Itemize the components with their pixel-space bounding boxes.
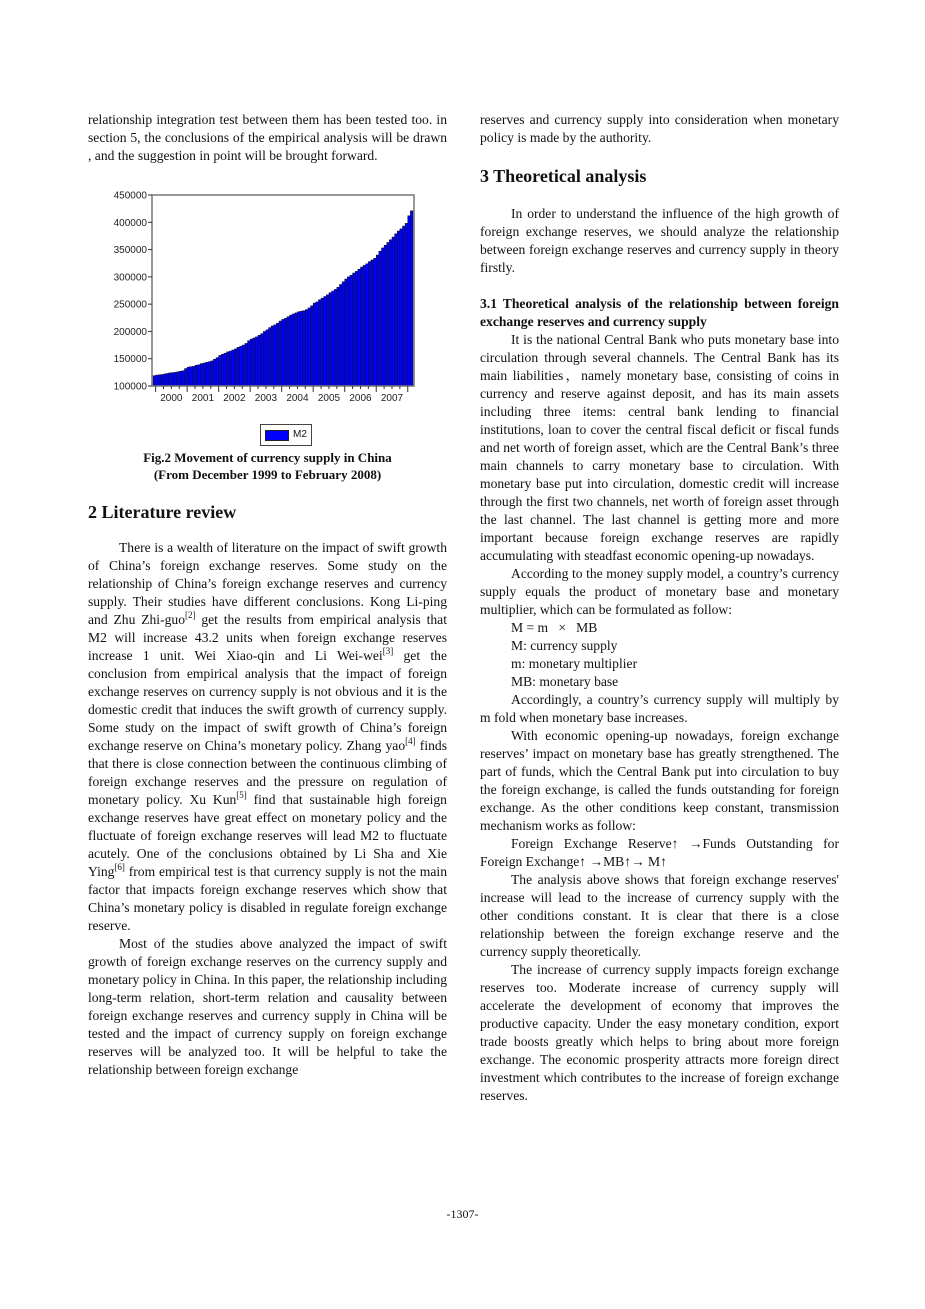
text-span: get the results from empirical analysis that M2 will increase 43.2 units when foreign exchange reserves increase 1 unit. Wei Xiao-qin and Li Wei-wei <box>88 612 447 663</box>
legend-swatch-m2 <box>265 430 289 441</box>
caption-line-1: Fig.2 Movement of currency supply in China <box>143 450 392 465</box>
chart-bar <box>182 371 185 386</box>
y-tick-label: 250000 <box>113 299 147 311</box>
text-span: finds that there is close connection between the continuous climbing of foreign exchange reserves and the pressure on regulation of monetary policy. Xu Kun <box>88 738 447 807</box>
chart-bar <box>360 267 363 386</box>
figure-caption <box>88 449 447 483</box>
chart-bar <box>250 339 253 386</box>
chart-bar <box>332 291 335 386</box>
chart-bar <box>263 331 266 386</box>
y-tick-label: 150000 <box>113 354 147 366</box>
chart-bar <box>208 362 211 386</box>
chart-bar <box>374 258 377 386</box>
chart-bar <box>271 326 274 386</box>
chart-bar <box>316 302 319 386</box>
chart-bar <box>198 365 201 386</box>
chart-bar <box>358 269 361 386</box>
chart-bar <box>245 343 248 386</box>
chart-bar <box>229 351 232 386</box>
chart-bar <box>195 365 198 386</box>
chart-bar <box>282 319 285 386</box>
chart-bar <box>402 226 405 386</box>
x-tick-label: 2007 <box>380 393 404 404</box>
citation-ref: [4] <box>405 736 416 746</box>
chart-bar <box>405 223 408 386</box>
chart-bar <box>153 376 156 386</box>
theory-paragraph-6: The analysis above shows that foreign exchange reserves' increase will lead to the increase of currency supply with the other conditions constant. It is clear that there is a close relationship between the foreign exchange reserve and the currency supply theoretically. <box>480 872 839 959</box>
chart-bar <box>337 287 340 386</box>
chart-bar <box>174 372 177 386</box>
chart-bar <box>408 216 411 386</box>
chart-bar <box>219 355 222 386</box>
chart-bar <box>321 298 324 386</box>
chart-bar <box>339 285 342 387</box>
chart-bar <box>366 264 369 386</box>
chart-bar <box>227 352 230 386</box>
chart-bar <box>224 353 227 386</box>
text-span: find that sustainable high foreign exchange reserves have great effect on monetary policy and the fluctuate of foreign exchange reserves will lead M2 to fluctuate acutely. One of the conclusions obtained by Li Sha and Xie Ying <box>88 792 447 879</box>
chart-bar <box>261 334 264 386</box>
chart-bar <box>400 229 403 386</box>
chart-bar <box>171 373 174 386</box>
chart-bar <box>326 295 329 386</box>
x-tick-label: 2001 <box>191 393 215 404</box>
y-tick-label: 200000 <box>113 326 147 338</box>
chart-bar <box>200 364 203 386</box>
chart-bar <box>347 277 350 386</box>
chart-bar <box>242 345 245 386</box>
chart-bar <box>279 321 282 386</box>
chart-bar <box>318 300 321 386</box>
y-tick-label: 450000 <box>113 190 147 202</box>
chart-bar <box>240 346 243 386</box>
chart-bar <box>232 350 235 386</box>
chart-bar <box>308 308 311 386</box>
chart-bar <box>164 374 167 386</box>
chart-bar <box>234 349 237 386</box>
chart-bar <box>311 306 314 386</box>
chart-bar <box>290 315 293 386</box>
chart-bar <box>284 318 287 386</box>
chart-bar <box>276 323 279 386</box>
subsection-heading-3-1: 3.1 Theoretical analysis of the relationship between foreign exchange reserves and currency supply <box>480 296 839 329</box>
chart-bar <box>410 211 413 386</box>
text-span: get the conclusion from empirical analysis that the impact of foreign exchange reserves on currency supply is not obvious and it is the domestic credit that induces the swift growth of currency supply. Some study on the impact of swift growth of China’s foreign exchange reserve on China’s monetary policy. Zhang yao <box>88 648 447 753</box>
chart-bar <box>269 328 272 386</box>
chart-bar <box>203 363 206 386</box>
citation-ref: [3] <box>382 646 394 656</box>
y-tick-label: 300000 <box>113 272 147 284</box>
legend-label: M2 <box>293 429 307 440</box>
chart-bar <box>387 242 390 386</box>
transmission-mechanism: Foreign Exchange Reserve↑ →Funds Outstanding for Foreign Exchange↑ →MB↑→ M↑ <box>480 836 839 869</box>
x-tick-label: 2002 <box>223 393 246 404</box>
y-tick-label: 350000 <box>113 245 147 257</box>
y-tick-label: 100000 <box>113 381 147 393</box>
x-tick-label: 2006 <box>349 393 372 404</box>
chart-bar <box>169 373 172 386</box>
chart-bar <box>353 273 356 386</box>
literature-paragraph-2: Most of the studies above analyzed the impact of swift growth of foreign exchange reserves on the currency supply and monetary policy in China. In this paper, the relationship including long-term relation, short-term relation and causality between foreign exchange reserves and currency supply in China will be tested and the impact of currency supply on foreign exchange reserves will be analyzed too. It will be helpful to take the relationship between foreign exchange <box>88 936 447 1077</box>
chart-bar <box>363 265 366 386</box>
chart-bar <box>190 367 193 386</box>
section-heading-literature-review: 2 Literature review <box>88 502 237 522</box>
chart-bar <box>300 311 303 386</box>
formula: M = m × MB <box>511 620 598 635</box>
chart-bar <box>266 330 269 386</box>
chart-bar <box>334 289 337 386</box>
chart-bar <box>161 375 164 386</box>
chart-bar <box>216 358 219 386</box>
chart-bar <box>389 240 392 386</box>
chart-bar <box>177 372 180 386</box>
chart-bar <box>368 262 371 386</box>
chart-bar <box>158 375 161 386</box>
citation-ref: [2] <box>185 610 196 620</box>
theory-paragraph-2: It is the national Central Bank who puts monetary base into circulation through several channels. The Central Bank has its main liabilities，namely monetary base, consisting of coins in currency and reserve against deposit, and has its main assets including three items: central bank lending to financial institutions, loan to cover the central fiscal deficit or fiscal funds and net worth of foreign asset, which are the Central Bank’s three main channels to carry monetary base to circulation. With monetary base put into circulation, domestic credit will increase through the first two channels, net worth of foreign asset through the last channel. The last channel is getting more and more important because foreign exchange reserves are rapidly accumulating with steadfast economic opening-up nowadays. <box>480 332 839 563</box>
chart-legend <box>260 424 312 446</box>
chart-bar <box>237 347 240 386</box>
definition-mb: MB: monetary base <box>511 674 619 689</box>
x-tick-label: 2004 <box>286 393 309 404</box>
citation-ref: [5] <box>236 790 247 800</box>
m2-bar-chart <box>88 185 447 425</box>
chart-bar <box>355 271 358 386</box>
chart-bar <box>179 371 182 386</box>
chart-bar <box>313 303 316 386</box>
text-span: from empirical test is that currency supply is not the main factor that impacts foreign exchange reserves which show that China’s monetary policy is disabled in regulate foreign exchange reserve. <box>88 864 447 933</box>
theory-paragraph-3: According to the money supply model, a country’s currency supply equals the product of monetary base and monetary multiplier, which can be formulated as follow: <box>480 566 839 617</box>
chart-bar <box>381 248 384 386</box>
chart-bar <box>287 317 290 386</box>
chart-bar <box>384 245 387 386</box>
definition-m: M: currency supply <box>511 638 618 653</box>
citation-ref: [6] <box>114 862 125 872</box>
chart-bar <box>305 310 308 386</box>
chart-bar <box>248 341 251 386</box>
chart-bar <box>392 237 395 386</box>
theory-paragraph-7: The increase of currency supply impacts foreign exchange reserves too. Moderate increase of currency supply will accelerate the development of economy that improves the productive capacity. Under the easy monetary condition, export trade boosts greatly which helps to bring about more foreign exchange. The economic prosperity attracts more foreign direct investment which contributes to the increase of foreign exchange reserves. <box>480 962 839 1103</box>
chart-bar <box>258 335 261 386</box>
chart-bar <box>253 338 256 386</box>
chart-bar <box>371 260 374 386</box>
chart-bar <box>211 361 214 386</box>
chart-bar <box>166 373 169 386</box>
chart-bar <box>376 255 379 386</box>
section-heading-theoretical-analysis: 3 Theoretical analysis <box>480 166 647 186</box>
chart-bar <box>395 234 398 386</box>
definition-small-m: m: monetary multiplier <box>511 656 638 671</box>
chart-bar <box>342 282 345 386</box>
caption-line-2: (From December 1999 to February 2008) <box>153 467 382 482</box>
chart-bar <box>156 375 159 386</box>
chart-bar <box>192 366 195 386</box>
x-tick-label: 2000 <box>160 393 183 404</box>
chart-bar <box>274 325 277 386</box>
x-tick-label: 2005 <box>317 393 341 404</box>
chart-bar <box>345 279 348 386</box>
chart-bar <box>221 354 224 386</box>
chart-bar <box>292 314 295 386</box>
chart-bar <box>295 313 298 386</box>
chart-bar <box>206 362 209 386</box>
theory-paragraph-1: In order to understand the influence of the high growth of foreign exchange reserves, we should analyze the relationship between foreign exchange reserves and currency supply in theory firstly. <box>480 206 839 275</box>
text-span: There is a wealth of literature on the impact of swift growth of China’s foreign exchange reserves. Some study on the relationship of China’s foreign exchange reserves and currency supply. Their studies have different conclusions. Kong Li-ping and Zhu Zhi-guo <box>88 540 447 627</box>
chart-bar <box>397 231 400 386</box>
right-column <box>480 111 839 1105</box>
intro-paragraph-right: reserves and currency supply into consideration when monetary policy is made by the authority. <box>480 112 839 145</box>
chart-bar <box>350 275 353 386</box>
x-tick-label: 2003 <box>254 393 278 404</box>
page-number: -1307- <box>446 1207 479 1221</box>
chart-bar <box>213 359 216 386</box>
y-tick-label: 400000 <box>113 217 147 229</box>
theory-paragraph-4: Accordingly, a country’s currency supply will multiply by m fold when monetary base increases. <box>480 692 839 725</box>
theory-paragraph-5: With economic opening-up nowadays, foreign exchange reserves’ impact on monetary base has greatly strengthened. The part of funds, which the Central Bank put into circulation to buy the foreign exchange, is called the funds outstanding for foreign exchange. As the other conditions keep constant, transmission mechanism works as follow: <box>480 728 839 833</box>
left-column <box>88 111 447 1079</box>
chart-bar <box>379 251 382 386</box>
intro-paragraph-left: relationship integration test between them has been tested too. in section 5, the conclusions of the empirical analysis will be drawn , and the suggestion in point will be brought forward. <box>88 112 447 163</box>
chart-bar <box>187 367 190 386</box>
chart-bar <box>329 293 332 386</box>
literature-paragraph-1 <box>88 539 447 935</box>
chart-bar <box>297 312 300 386</box>
chart-bar <box>185 369 188 386</box>
chart-bar <box>303 311 306 386</box>
chart-bar <box>324 297 327 387</box>
figure-currency-supply <box>88 185 447 485</box>
chart-bar <box>255 337 258 386</box>
